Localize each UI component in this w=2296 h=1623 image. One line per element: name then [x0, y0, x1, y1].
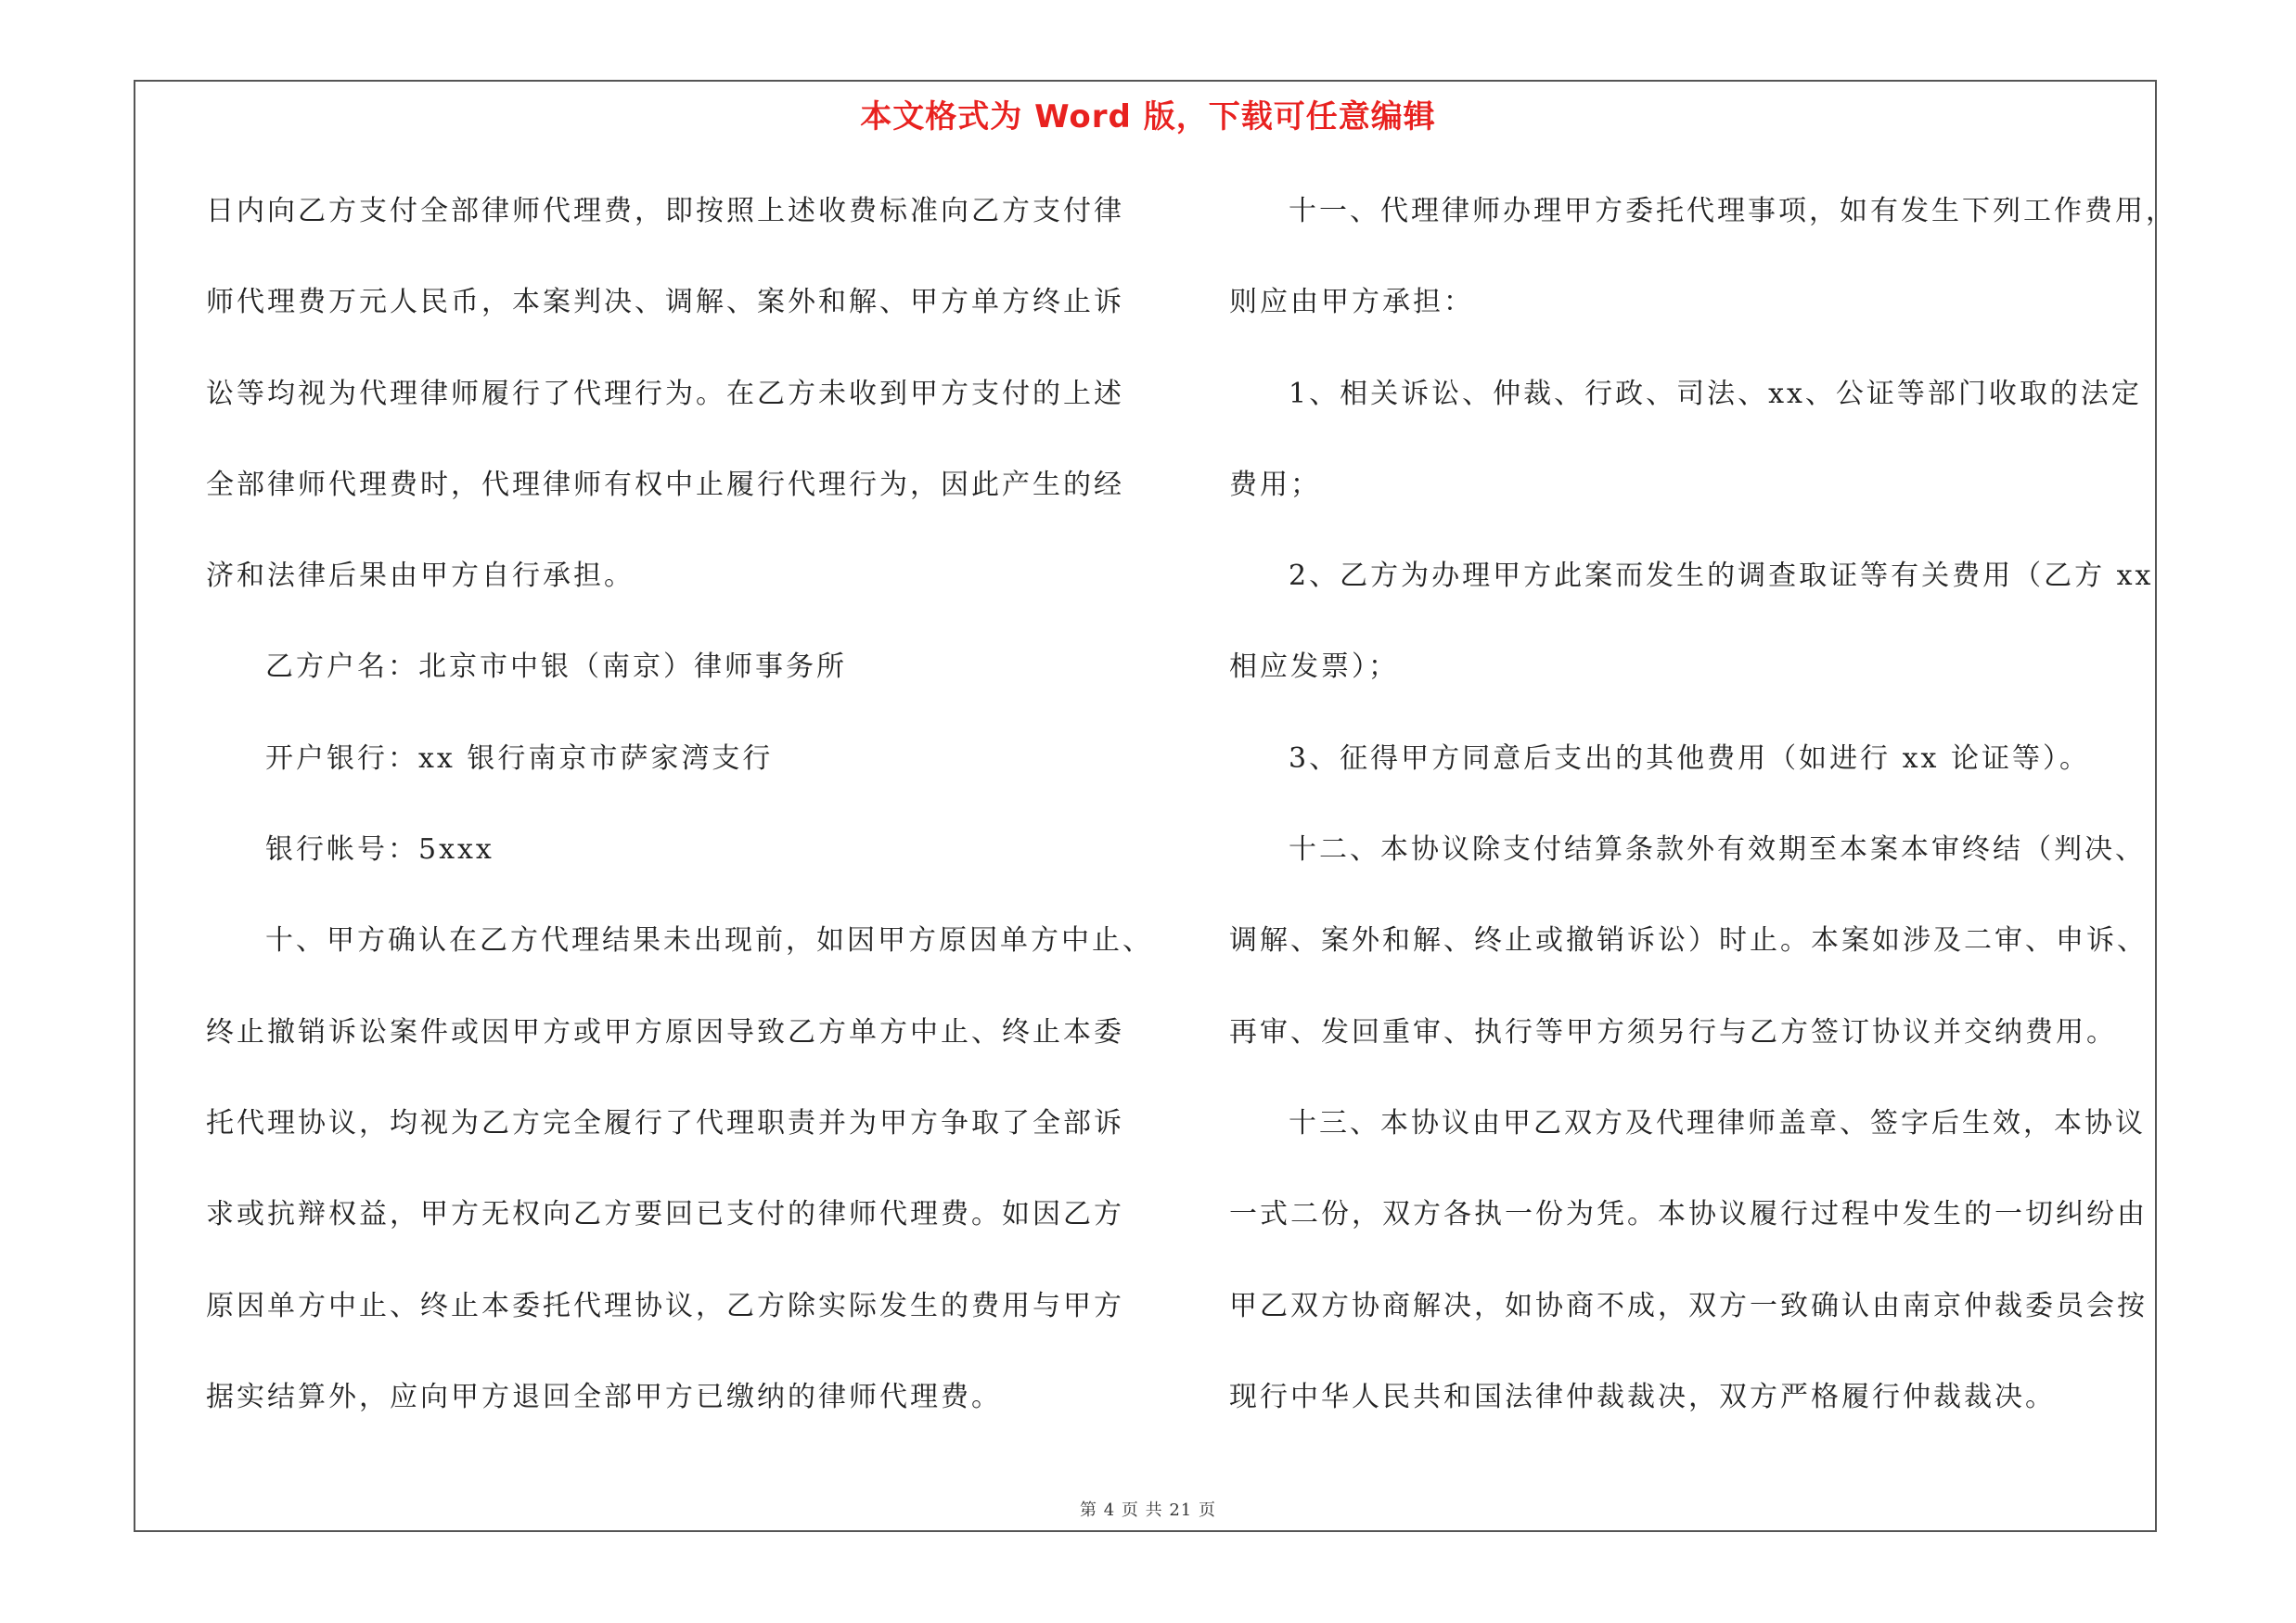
text-line: 济和法律后果由甲方自行承担。	[206, 560, 635, 593]
text-line: 则应由甲方承担：	[1229, 286, 1474, 319]
text-line: 再审、发回重审、执行等甲方须另行与乙方签订协议并交纳费用。	[1229, 1015, 2117, 1049]
right-column	[1229, 184, 2176, 1461]
text-line: 终止撤销诉讼案件或因甲方或甲方原因导致乙方单方中止、终止本委	[206, 1015, 1124, 1049]
text-line: 费用；	[1229, 468, 1321, 501]
text-line: 甲乙双方协商解决，如协商不成，双方一致确认由南京仲裁委员会按	[1229, 1289, 2148, 1322]
text-line: 乙方户名：北京市中银（南京）律师事务所	[265, 650, 847, 684]
page-number-footer: 第 4 页 共 21 页	[1080, 1501, 1216, 1520]
text-line: 一式二份，双方各执一份为凭。本协议履行过程中发生的一切纠纷由	[1229, 1198, 2148, 1231]
text-line: 2、乙方为办理甲方此案而发生的调查取证等有关费用（乙方 xx	[1289, 560, 2154, 593]
text-line: 十、甲方确认在乙方代理结果未出现前，如因甲方原因单方中止、	[265, 924, 1153, 958]
format-notice-banner: 本文格式为 Word 版，下载可任意编辑	[860, 98, 1436, 135]
text-line: 全部律师代理费时，代理律师有权中止履行代理行为，因此产生的经	[206, 468, 1124, 501]
text-line: 据实结算外，应向甲方退回全部甲方已缴纳的律师代理费。	[206, 1380, 1002, 1413]
text-line: 开户银行：xx 银行南京市萨家湾支行	[265, 741, 774, 775]
text-line: 十一、代理律师办理甲方委托代理事项，如有发生下列工作费用，	[1289, 195, 2176, 227]
text-line: 3、征得甲方同意后支出的其他费用（如进行 xx 论证等）。	[1289, 741, 2090, 775]
text-line: 托代理协议，均视为乙方完全履行了代理职责并为甲方争取了全部诉	[206, 1106, 1124, 1140]
text-line: 求或抗辩权益，甲方无权向乙方要回已支付的律师代理费。如因乙方	[206, 1198, 1124, 1231]
text-line: 相应发票）；	[1229, 650, 1399, 684]
text-line: 讼等均视为代理律师履行了代理行为。在乙方未收到甲方支付的上述	[206, 377, 1124, 410]
text-line: 十三、本协议由甲乙双方及代理律师盖章、签字后生效，本协议	[1289, 1106, 2146, 1140]
text-line: 银行帐号：5xxx	[265, 833, 494, 867]
text-line: 调解、案外和解、终止或撤销诉讼）时止。本案如涉及二审、申诉、	[1229, 924, 2148, 958]
text-line: 十二、本协议除支付结算条款外有效期至本案本审终结（判决、	[1289, 833, 2146, 867]
left-column	[206, 184, 1153, 1461]
text-line: 师代理费万元人民币，本案判决、调解、案外和解、甲方单方终止诉	[206, 286, 1124, 319]
text-line: 日内向乙方支付全部律师代理费，即按照上述收费标准向乙方支付律	[206, 195, 1124, 227]
text-line: 1、相关诉讼、仲裁、行政、司法、xx、公证等部门收取的法定	[1289, 377, 2142, 410]
text-line: 现行中华人民共和国法律仲裁裁决，双方严格履行仲裁裁决。	[1229, 1380, 2056, 1413]
text-line: 原因单方中止、终止本委托代理协议，乙方除实际发生的费用与甲方	[206, 1289, 1124, 1322]
